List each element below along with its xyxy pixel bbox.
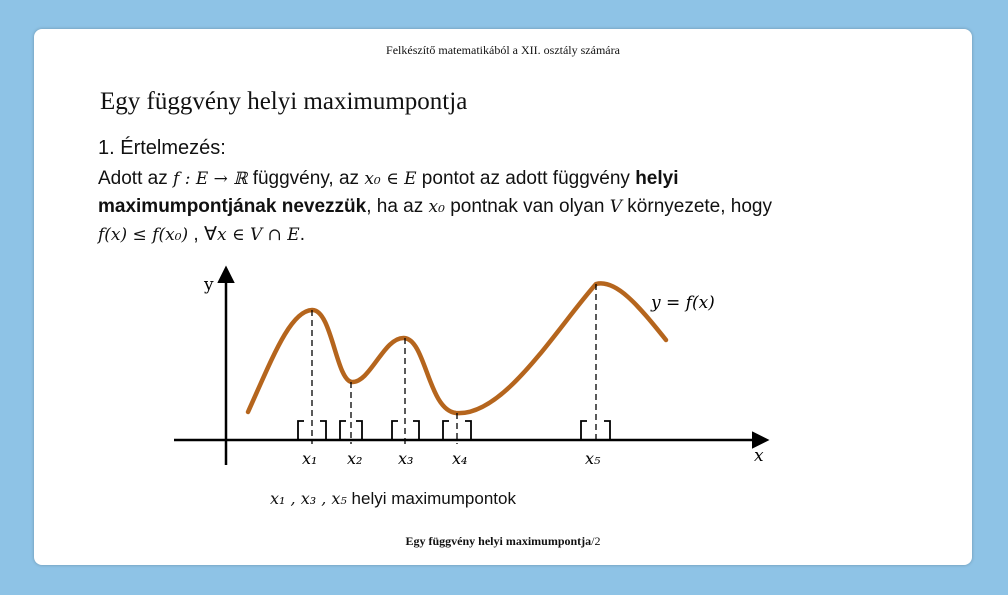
curve-label: y = f(x) (651, 293, 715, 313)
function-curve (248, 283, 666, 413)
slide-title: Egy függvény helyi maximumpontja (100, 88, 468, 115)
definition-text: függvény, az (247, 168, 365, 189)
maximum-points-notation: x₁ , x₃ , x₅ (270, 489, 347, 508)
definition-text: , ∀ (188, 224, 217, 245)
definition-heading: 1. Értelmezés: (98, 137, 226, 159)
point-notation: x₀ (428, 197, 445, 217)
page-number: /2 (591, 534, 601, 548)
footer-title: Egy függvény helyi maximumpontja (405, 534, 592, 548)
definition-text: , ha az (366, 196, 429, 217)
point-label-x3: x₃ (398, 449, 414, 468)
point-label-x5: x₅ (585, 449, 601, 468)
slide-footer (34, 534, 972, 549)
definition-term: maximumpontjának nevezzük (98, 196, 367, 217)
definition-text: környezete, hogy (622, 196, 772, 217)
x-axis-label: x (754, 446, 764, 466)
definition-text: pontnak van olyan (444, 196, 610, 217)
function-notation: f : E → ℝ (173, 169, 248, 189)
graph-caption (270, 489, 516, 509)
point-notation: x₀ ∈ E (364, 169, 417, 189)
domain-notation: x ∈ V ∩ E (217, 225, 300, 245)
definition-term: helyi (635, 168, 679, 189)
slide (34, 29, 972, 565)
point-label-x2: x₂ (347, 449, 363, 468)
neighbourhood-notation: V (609, 197, 623, 217)
function-graph (34, 29, 972, 565)
point-label-x1: x₁ (302, 449, 318, 468)
definition-text: . (299, 224, 305, 245)
definition-text: pontot az adott függvény (416, 168, 636, 189)
caption-text: helyi maximumpontok (346, 489, 516, 508)
y-axis-label: y (204, 275, 214, 295)
inequality-notation: f(x) ≤ f(x₀) (98, 225, 189, 245)
point-label-x4: x₄ (452, 449, 468, 468)
definition-text: Adott az (98, 168, 173, 189)
slide-header: Felkészítő matematikából a XII. osztály számára (386, 43, 620, 57)
